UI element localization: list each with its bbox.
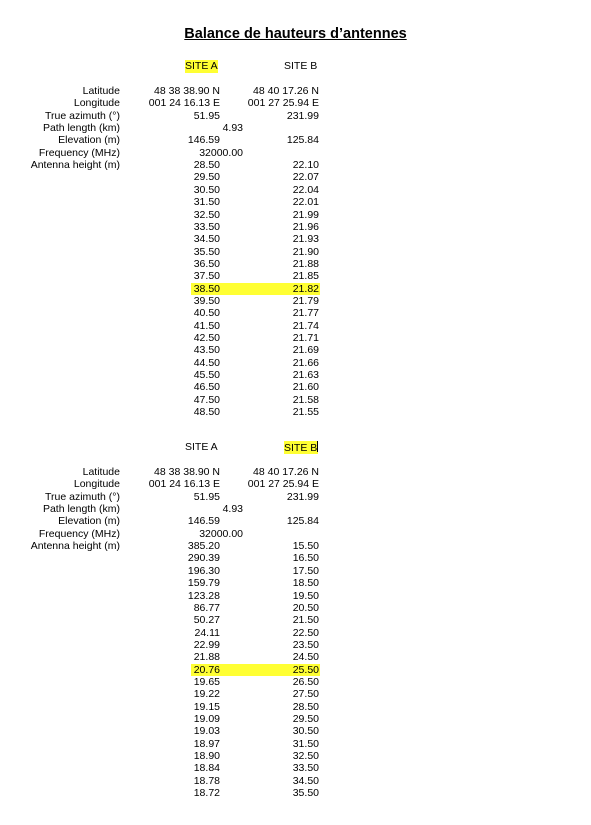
height-site-b: 21.77 <box>292 307 319 320</box>
table-row <box>0 381 591 393</box>
true-azimuth-site-b-value: 231.99 <box>286 490 319 503</box>
table-row <box>0 664 591 676</box>
longitude-site-b-value: 001 27 25.94 E <box>247 97 319 110</box>
table-row <box>0 775 591 787</box>
table-row <box>0 221 591 233</box>
height-site-a: 50.27 <box>193 614 220 627</box>
frequency-label: Frequency (MHz) <box>38 146 120 159</box>
height-site-a: 28.50 <box>193 159 220 172</box>
text-cursor <box>317 441 318 452</box>
height-site-a: 42.50 <box>193 332 220 344</box>
height-site-a: 159.79 <box>187 577 220 590</box>
table-row <box>0 701 591 713</box>
table-row <box>0 209 591 221</box>
path-length-row <box>0 503 591 515</box>
table-row <box>0 332 591 344</box>
height-site-a: 40.50 <box>193 307 220 320</box>
frequency-label: Frequency (MHz) <box>38 527 120 540</box>
height-site-a: 39.50 <box>193 294 220 307</box>
path-length-label: Path length (km) <box>42 503 120 516</box>
table-row <box>0 344 591 356</box>
elevation-site-a-value: 146.59 <box>187 134 220 147</box>
height-site-b: 22.07 <box>292 171 319 184</box>
height-site-a: 19.03 <box>193 725 220 738</box>
height-site-a: 37.50 <box>193 270 220 283</box>
table-row <box>0 171 591 183</box>
height-site-a: 47.50 <box>193 393 220 406</box>
table-row <box>0 246 591 258</box>
height-site-b: 15.50 <box>292 540 319 553</box>
height-site-a: 86.77 <box>193 601 220 614</box>
elevation-row <box>0 515 591 527</box>
height-site-b: 21.58 <box>292 393 319 406</box>
height-site-a: 32.50 <box>193 208 220 221</box>
table-row <box>0 627 591 639</box>
table-row <box>0 394 591 406</box>
longitude-label: Longitude <box>73 97 120 110</box>
true-azimuth-site-b-value: 231.99 <box>286 109 319 122</box>
height-site-b: 24.50 <box>292 651 319 664</box>
height-site-b: 21.93 <box>292 233 319 246</box>
table-row <box>0 552 591 564</box>
path-length-label: Path length (km) <box>42 122 120 135</box>
table-row <box>0 688 591 700</box>
height-site-a: 18.84 <box>193 762 220 775</box>
frequency-row <box>0 147 591 159</box>
site-b-header: SITE B <box>284 442 318 454</box>
height-site-a: 18.90 <box>193 750 220 763</box>
height-site-a: 34.50 <box>193 233 220 246</box>
height-site-a: 22.99 <box>193 638 220 651</box>
height-site-b: 30.50 <box>292 725 319 738</box>
latitude-label: Latitude <box>82 85 120 97</box>
height-site-a: 19.09 <box>193 713 220 725</box>
height-site-b: 21.85 <box>292 270 319 283</box>
path-length-value: 4.93 <box>222 503 243 516</box>
height-site-a: 19.65 <box>193 675 220 688</box>
height-site-a: 38.50 <box>193 282 220 295</box>
height-site-b: 26.50 <box>292 675 319 688</box>
height-site-a: 19.22 <box>193 688 220 701</box>
height-site-a: 30.50 <box>193 183 220 196</box>
table-row <box>0 762 591 774</box>
elevation-site-b-value: 125.84 <box>286 515 319 528</box>
height-site-a: 35.50 <box>193 245 220 258</box>
table-row <box>0 369 591 381</box>
frequency-row <box>0 528 591 540</box>
table-row <box>0 565 591 577</box>
height-site-a: 36.50 <box>193 257 220 270</box>
height-site-a: 20.76 <box>193 663 220 676</box>
antenna-height-label: Antenna height (m) <box>30 540 120 553</box>
height-site-b: 33.50 <box>292 762 319 775</box>
table-row <box>0 159 591 171</box>
height-site-b: 21.82 <box>292 282 319 295</box>
table-row <box>0 577 591 589</box>
height-site-a: 33.50 <box>193 220 220 233</box>
height-site-b: 19.50 <box>292 589 319 602</box>
height-site-b: 29.50 <box>292 713 319 725</box>
latitude-site-b-value: 48 40 17.26 N <box>253 85 319 97</box>
longitude-site-b-value: 001 27 25.94 E <box>247 478 319 491</box>
path-length-value: 4.93 <box>222 122 243 135</box>
table-row <box>0 639 591 651</box>
elevation-label: Elevation (m) <box>58 134 120 147</box>
height-site-a: 45.50 <box>193 369 220 382</box>
table-row <box>0 320 591 332</box>
height-site-b: 31.50 <box>292 737 319 750</box>
true-azimuth-label: True azimuth (°) <box>45 490 120 503</box>
height-site-a: 123.28 <box>187 589 220 602</box>
height-site-a: 24.11 <box>194 626 220 639</box>
height-site-b: 21.69 <box>292 344 319 357</box>
table-row <box>0 676 591 688</box>
height-site-b: 21.90 <box>292 245 319 258</box>
table-row <box>0 258 591 270</box>
true-azimuth-row <box>0 110 591 122</box>
height-site-a: 29.50 <box>193 171 220 184</box>
table-row <box>0 713 591 725</box>
table-row <box>0 738 591 750</box>
table-row <box>0 602 591 614</box>
elevation-label: Elevation (m) <box>58 515 120 528</box>
height-site-b: 20.50 <box>292 601 319 614</box>
height-site-a: 19.15 <box>193 700 220 713</box>
table-row <box>0 270 591 282</box>
table-row <box>0 540 591 552</box>
height-site-b: 35.50 <box>292 787 319 800</box>
table-row <box>0 283 591 295</box>
longitude-row <box>0 478 591 490</box>
height-site-b: 21.55 <box>292 406 319 419</box>
height-site-b: 22.01 <box>292 196 319 209</box>
table-row <box>0 295 591 307</box>
height-site-b: 21.66 <box>292 356 319 369</box>
elevation-site-b-value: 125.84 <box>286 134 319 147</box>
height-site-b: 17.50 <box>292 564 319 577</box>
table-row <box>0 184 591 196</box>
frequency-value: 32000.00 <box>199 527 243 540</box>
latitude-site-a-value: 48 38 38.90 N <box>154 85 220 97</box>
height-site-a: 18.97 <box>193 737 220 750</box>
site-a-header: SITE A <box>185 441 218 453</box>
height-site-b: 21.79 <box>292 294 319 307</box>
table-row <box>0 787 591 799</box>
latitude-label: Latitude <box>82 466 120 478</box>
elevation-row <box>0 134 591 146</box>
page-title: Balance de hauteurs d’antennes <box>184 26 407 42</box>
latitude-row <box>0 466 591 478</box>
height-site-b: 21.50 <box>292 614 319 627</box>
table-row <box>0 233 591 245</box>
table-row <box>0 196 591 208</box>
height-site-a: 18.72 <box>193 787 220 800</box>
true-azimuth-label: True azimuth (°) <box>45 109 120 122</box>
height-site-b: 23.50 <box>292 638 319 651</box>
height-site-b: 28.50 <box>292 700 319 713</box>
site-a-header: SITE A <box>185 60 218 72</box>
longitude-site-a-value: 001 24 16.13 E <box>148 97 220 110</box>
table-row <box>0 406 591 418</box>
height-site-b: 22.04 <box>292 183 319 196</box>
table-row <box>0 651 591 663</box>
elevation-site-a-value: 146.59 <box>187 515 220 528</box>
height-site-b: 34.50 <box>292 774 319 787</box>
height-site-a: 196.30 <box>187 564 220 577</box>
height-site-a: 46.50 <box>193 381 220 394</box>
height-site-b: 25.50 <box>292 663 319 676</box>
height-site-a: 41.50 <box>193 319 220 332</box>
height-site-b: 22.10 <box>292 159 319 172</box>
height-site-b: 21.60 <box>292 381 319 394</box>
height-site-a: 385.20 <box>187 540 220 553</box>
height-site-b: 21.63 <box>292 369 319 382</box>
height-site-b: 22.50 <box>292 626 319 639</box>
latitude-site-a-value: 48 38 38.90 N <box>154 466 220 478</box>
true-azimuth-site-a-value: 51.95 <box>193 109 220 122</box>
table-row <box>0 725 591 737</box>
height-site-a: 21.88 <box>193 651 220 664</box>
height-site-b: 32.50 <box>292 750 319 763</box>
height-site-b: 21.96 <box>292 220 319 233</box>
site-b-header: SITE B <box>284 60 318 72</box>
antenna-height-label: Antenna height (m) <box>30 159 120 172</box>
frequency-value: 32000.00 <box>199 146 243 159</box>
height-site-b: 16.50 <box>292 552 319 565</box>
longitude-row <box>0 97 591 109</box>
height-site-a: 31.50 <box>193 196 220 209</box>
table-row <box>0 590 591 602</box>
table-row <box>0 357 591 369</box>
table-row <box>0 307 591 319</box>
table-row <box>0 614 591 626</box>
height-site-a: 48.50 <box>193 406 220 419</box>
height-site-a: 43.50 <box>193 344 220 357</box>
longitude-site-a-value: 001 24 16.13 E <box>148 478 220 491</box>
height-site-a: 44.50 <box>193 356 220 369</box>
true-azimuth-row <box>0 491 591 503</box>
height-site-b: 21.99 <box>292 208 319 221</box>
latitude-site-b-value: 48 40 17.26 N <box>253 466 319 478</box>
height-site-b: 21.74 <box>292 319 319 332</box>
table-row <box>0 750 591 762</box>
path-length-row <box>0 122 591 134</box>
true-azimuth-site-a-value: 51.95 <box>193 490 220 503</box>
height-site-b: 18.50 <box>292 577 319 590</box>
latitude-row <box>0 85 591 97</box>
height-site-a: 18.78 <box>193 774 220 787</box>
height-site-b: 27.50 <box>292 688 319 701</box>
height-site-b: 21.71 <box>292 332 319 344</box>
height-site-b: 21.88 <box>292 257 319 270</box>
longitude-label: Longitude <box>73 478 120 491</box>
height-site-a: 290.39 <box>187 552 220 565</box>
